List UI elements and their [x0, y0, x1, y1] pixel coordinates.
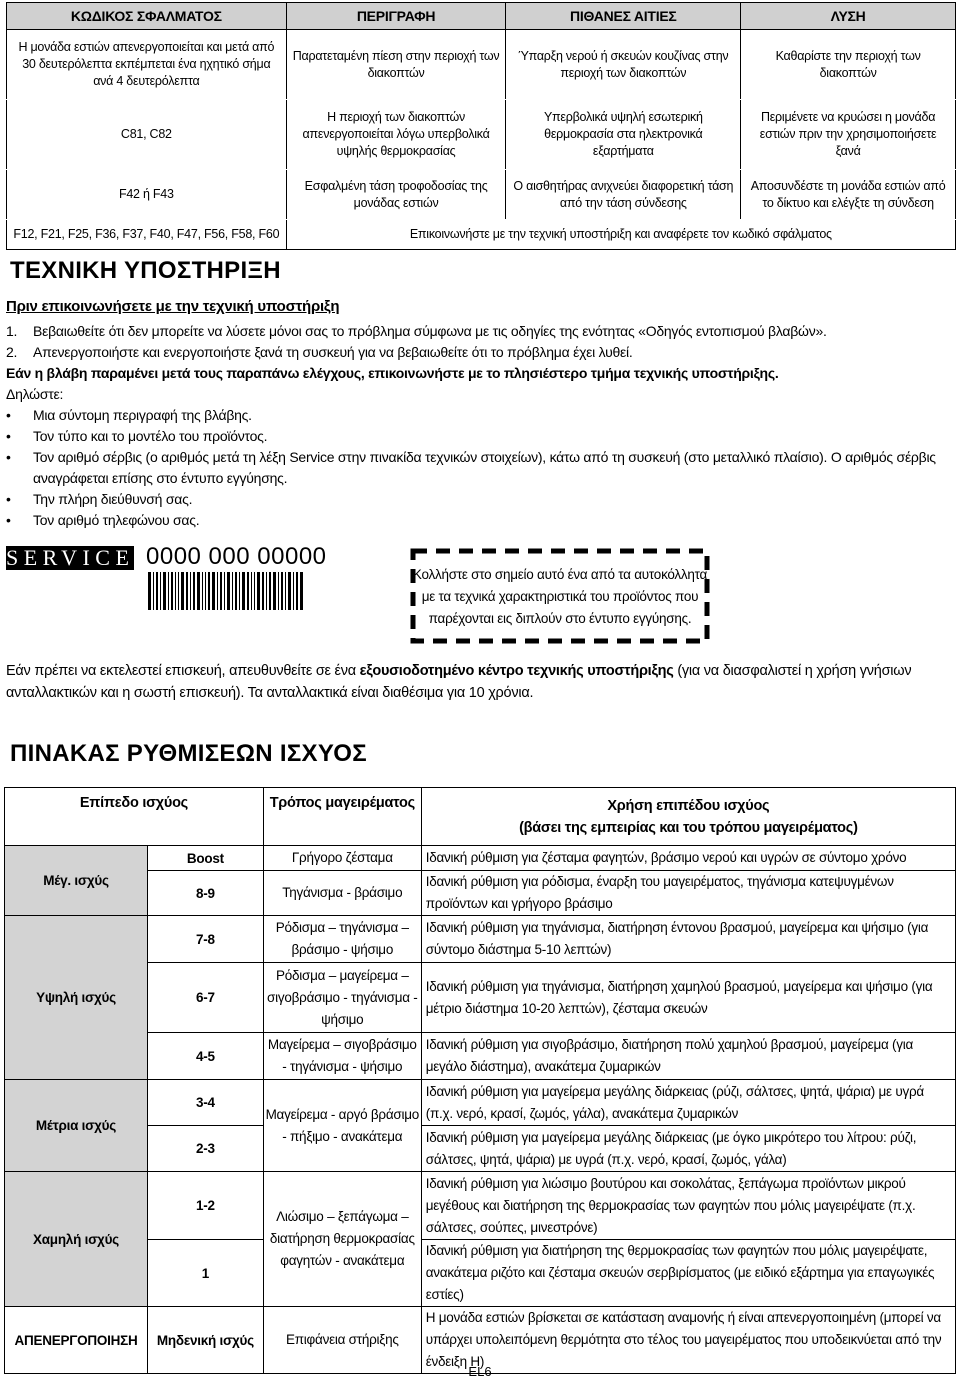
- cooking-mode: Μαγείρεμα – σιγοβράσιμο - τηγάνισμα - ψήσιμο: [263, 1033, 421, 1080]
- cooking-mode: Λιώσιμο – ξεπάγωμα – διατήρηση θερμοκρασίας φαγητών - ανακάτεμα: [263, 1172, 421, 1307]
- error-code: F12, F21, F25, F36, F37, F40, F47, F56, F58, F60: [7, 220, 287, 250]
- error-description: Εσφαλμένη τάση τροφοδοσίας της μονάδας εστιών: [286, 170, 506, 220]
- error-code: C81, C82: [7, 100, 287, 170]
- header-solution: ΛΥΣΗ: [741, 3, 956, 30]
- power-row: [5, 1033, 956, 1080]
- cooking-mode: Τηγάνισμα - βράσιμο: [263, 871, 421, 916]
- header-level-use: [421, 788, 955, 846]
- error-solution: Αποσυνδέστε τη μονάδα εστιών από το δίκτυο και ελέγξτε τη σύνδεση: [741, 170, 956, 220]
- bullet-text: Τον αριθμό σέρβις (ο αριθμός μετά τη λέξη Service στην πινακίδα τεχνικών στοιχείων), κάτω από τη συσκευή (στο μεταλλικό πλαίσιο). Ο αριθμός σέρβις αναγράφεται επίσης στο έντυπο εγγύησης.: [33, 449, 936, 486]
- bullet-text: Τον αριθμό τηλεφώνου σας.: [33, 512, 200, 528]
- power-row: [5, 1240, 956, 1307]
- bullet-text: Τον τύπο και το μοντέλο του προϊόντος.: [33, 428, 268, 444]
- power-row: [5, 1126, 956, 1172]
- error-cause: Ο αισθητήρας ανιχνεύει διαφορετική τάση από την τάση σύνδεσης: [506, 170, 741, 220]
- level-use: Ιδανική ρύθμιση για διατήρηση της θερμοκρασίας των φαγητών που μόλις μαγειρέψατε, ανακάτεμα ριζότο και ζέσταμα σκευών σερβιρίσματος (με ειδικό εξάρτημα για επαγωγικές εστίες): [421, 1240, 955, 1307]
- sticker-text: Κολλήστε στο σημείο αυτό ένα από τα αυτοκόλλητα με τα τεχνικά χαρακτηριστικά του προϊόντος που παρέχονται εις διπλούν στο έντυπο εγγύησης.: [412, 567, 708, 626]
- error-row: [7, 30, 956, 100]
- bullet-text: Μια σύντομη περιγραφή της βλάβης.: [33, 407, 252, 423]
- bullet-icon: •: [6, 407, 11, 423]
- level-medium: Μέτρια ισχύς: [5, 1080, 148, 1172]
- power-step: 6-7: [147, 963, 263, 1033]
- power-table-header: [5, 788, 956, 846]
- power-row: [5, 916, 956, 963]
- level-high: Υψηλή ισχύς: [5, 916, 148, 1080]
- support-bullet: [6, 447, 951, 489]
- header-level-use-line1: Χρήση επιπέδου ισχύος: [607, 797, 770, 814]
- error-table-header: [7, 3, 956, 30]
- level-use: Η μονάδα εστιών βρίσκεται σε κατάσταση αναμονής ή είναι απενεργοποιημένη (μπορεί να υπάρχει υπολειπόμενη θερμότητα στο τέλος του μαγειρέματος που υποδεικνύεται από την ένδειξη H): [421, 1307, 955, 1374]
- cooking-mode: Ρόδισμα – τηγάνισμα – βράσιμο - ψήσιμο: [263, 916, 421, 963]
- sticker-placeholder: [410, 548, 710, 644]
- support-bullet: [6, 426, 951, 447]
- error-contact-support: Επικοινωνήστε με την τεχνική υποστήριξη και αναφέρετε τον κωδικό σφάλματος: [286, 220, 955, 250]
- power-step: 3-4: [147, 1080, 263, 1126]
- error-row: [7, 220, 956, 250]
- support-declare-label: Δηλώστε:: [6, 386, 64, 402]
- level-use: Ιδανική ρύθμιση για τηγάνισμα, διατήρηση χαμηλού βρασμού, μαγείρεμα και ψήσιμο (για μέτριο διάστημα 10-20 λεπτών), ζέσταμα σκευών: [421, 963, 955, 1033]
- header-level-use-line2: (βάσει της εμπειρίας και του τρόπου μαγειρέματος): [519, 819, 858, 836]
- power-step: 1: [147, 1240, 263, 1307]
- level-max: Μέγ. ισχύς: [5, 846, 148, 916]
- level-use: Ιδανική ρύθμιση για ρόδισμα, έναρξη του μαγειρέματος, τηγάνισμα κατεψυγμένων προϊόντων και γρήγορο βράσιμο: [421, 871, 955, 916]
- repair-text-post: (για να διασφαλιστεί η χρήση γνήσιων ανταλλακτικών και η σωστή επισκευή). Τα ανταλλακτικά είναι διαθέσιμα για 10 χρόνια.: [6, 663, 912, 701]
- error-description: Παρατεταμένη πίεση στην περιοχή των διακοπτών: [286, 30, 506, 100]
- level-use: Ιδανική ρύθμιση για τηγάνισμα, διατήρηση έντονου βρασμού, μαγείρεμα και ψήσιμο (για σύντομο διάστημα 5-10 λεπτών): [421, 916, 955, 963]
- power-row: [5, 963, 956, 1033]
- bullet-icon: •: [6, 512, 11, 528]
- power-step: 7-8: [147, 916, 263, 963]
- power-row: [5, 1172, 956, 1240]
- power-row: [5, 846, 956, 871]
- step-number: 1.: [6, 323, 18, 339]
- power-step: 8-9: [147, 871, 263, 916]
- power-row: [5, 871, 956, 916]
- barcode-icon: [148, 572, 304, 610]
- support-bullet: [6, 489, 951, 510]
- cooking-mode: Επιφάνεια στήριξης: [263, 1307, 421, 1374]
- cooking-mode: Γρήγορο ζέσταμα: [263, 846, 421, 871]
- level-use: Ιδανική ρύθμιση για ζέσταμα φαγητών, βράσιμο νερού και υγρών σε σύντομο χρόνο: [421, 846, 955, 871]
- level-use: Ιδανική ρύθμιση για λιώσιμο βουτύρου και σοκολάτας, ξεπάγωμα προϊόντων μικρού μεγέθους και διατήρηση της θερμοκρασίας των φαγητών που μόλις μαγειρέψατε (π.χ. σάλτσες, σούπες, μινεστρόνε): [421, 1172, 955, 1240]
- error-code-table: [6, 2, 956, 250]
- bullet-icon: •: [6, 449, 11, 465]
- service-label: SERVICE: [6, 545, 135, 570]
- cooking-mode: Ρόδισμα – μαγείρεμα – σιγοβράσιμο - τηγάνισμα - ψήσιμο: [263, 963, 421, 1033]
- support-instructions: [6, 321, 951, 531]
- error-cause: Υπερβολικά υψηλή εσωτερική θερμοκρασία στα ηλεκτρονικά εξαρτήματα: [506, 100, 741, 170]
- header-power-level: Επίπεδο ισχύος: [5, 788, 264, 846]
- support-bullet: [6, 405, 951, 426]
- authorized-center-text: εξουσιοδοτημένο κέντρο τεχνικής υποστήριξης: [359, 663, 674, 679]
- step-number: 2.: [6, 344, 18, 360]
- support-title: ΤΕΧΝΙΚΗ ΥΠΟΣΤΗΡΙΞΗ: [10, 257, 281, 284]
- error-solution: Περιμένετε να κρυώσει η μονάδα εστιών πριν την χρησιμοποιήσετε ξανά: [741, 100, 956, 170]
- power-row: [5, 1080, 956, 1126]
- header-description: ΠΕΡΙΓΡΑΦΗ: [286, 3, 506, 30]
- error-description: Η περιοχή των διακοπτών απενεργοποιείται λόγω υπερβολικά υψηλής θερμοκρασίας: [286, 100, 506, 170]
- power-step: 4-5: [147, 1033, 263, 1080]
- level-off: ΑΠΕΝΕΡΓΟΠΟΙΗΣΗ: [5, 1307, 148, 1374]
- error-code: Η μονάδα εστιών απενεργοποιείται και μετά από 30 δευτερόλεπτα εκπέμπεται ένα ηχητικό σήμα ανά 4 δευτερόλεπτα: [7, 30, 287, 100]
- bullet-icon: •: [6, 428, 11, 444]
- page-number: EL6: [468, 1364, 492, 1379]
- repair-note: [6, 660, 956, 704]
- error-row: [7, 170, 956, 220]
- error-solution: Καθαρίστε την περιοχή των διακοπτών: [741, 30, 956, 100]
- level-use: Ιδανική ρύθμιση για σιγοβράσιμο, διατήρηση πολύ χαμηλού βρασμού, μαγείρεμα (για μεγάλο διάστημα), ανακάτεμα ζυμαρικών: [421, 1033, 955, 1080]
- power-step: 2-3: [147, 1126, 263, 1172]
- bullet-text: Την πλήρη διεύθυνσή σας.: [33, 491, 193, 507]
- support-bullet: [6, 510, 951, 531]
- level-use: Ιδανική ρύθμιση για μαγείρεμα μεγάλης διάρκειας (ρύζι, σάλτσες, ψητά, ψάρια) με υγρά (π.χ. νερό, κρασί, ζωμός, γάλα), ανακάτεμα ζυμαρικών: [421, 1080, 955, 1126]
- level-use: Ιδανική ρύθμιση για μαγείρεμα μεγάλης διάρκειας (με όγκο μικρότερο του λίτρου: ρύζι, σάλτσες, ψητά, ψάρια) με υγρά (π.χ. νερό, κρασί, ζωμός, γάλα): [421, 1126, 955, 1172]
- header-error-code: ΚΩΔΙΚΟΣ ΣΦΑΛΜΑΤΟΣ: [7, 3, 287, 30]
- support-step: [6, 321, 951, 342]
- header-causes: ΠΙΘΑΝΕΣ ΑΙΤΙΕΣ: [506, 3, 741, 30]
- step-text: Απενεργοποιήστε και ενεργοποιήστε ξανά τη συσκευή για να βεβαιωθείτε ότι το πρόβλημα έχει λυθεί.: [33, 344, 633, 360]
- error-cause: Ύπαρξη νερού ή σκευών κουζίνας στην περιοχή των διακοπτών: [506, 30, 741, 100]
- error-code: F42 ή F43: [7, 170, 287, 220]
- power-settings-table: [4, 787, 956, 1374]
- support-subtitle: Πριν επικοινωνήσετε με την τεχνική υποστήριξη: [6, 298, 340, 315]
- header-cooking-mode: Τρόπος μαγειρέματος: [263, 788, 421, 846]
- power-step: Μηδενική ισχύς: [147, 1307, 263, 1374]
- support-warning: Εάν η βλάβη παραμένει μετά τους παραπάνω ελέγχους, επικοινωνήστε με το πλησιέστερο τμήμα τεχνικής υποστήριξης.: [6, 365, 779, 381]
- repair-text-pre: Εάν πρέπει να εκτελεστεί επισκευή, απευθυνθείτε σε ένα: [6, 663, 360, 679]
- bullet-icon: •: [6, 491, 11, 507]
- step-text: Βεβαιωθείτε ότι δεν μπορείτε να λύσετε μόνοι σας το πρόβλημα σύμφωνα με τις οδηγίες της ενότητας «Οδηγός εντοπισμού βλαβών».: [33, 323, 827, 339]
- error-row: [7, 100, 956, 170]
- power-step: Boost: [147, 846, 263, 871]
- power-table-title: ΠΙΝΑΚΑΣ ΡΥΘΜΙΣΕΩΝ ΙΣΧΥΟΣ: [10, 740, 367, 767]
- level-low: Χαμηλή ισχύς: [5, 1172, 148, 1307]
- power-step: 1-2: [147, 1172, 263, 1240]
- support-step: [6, 342, 951, 363]
- service-number: 0000 000 00000: [146, 543, 327, 570]
- cooking-mode: Μαγείρεμα - αργό βράσιμο - πήξιμο - ανακάτεμα: [263, 1080, 421, 1172]
